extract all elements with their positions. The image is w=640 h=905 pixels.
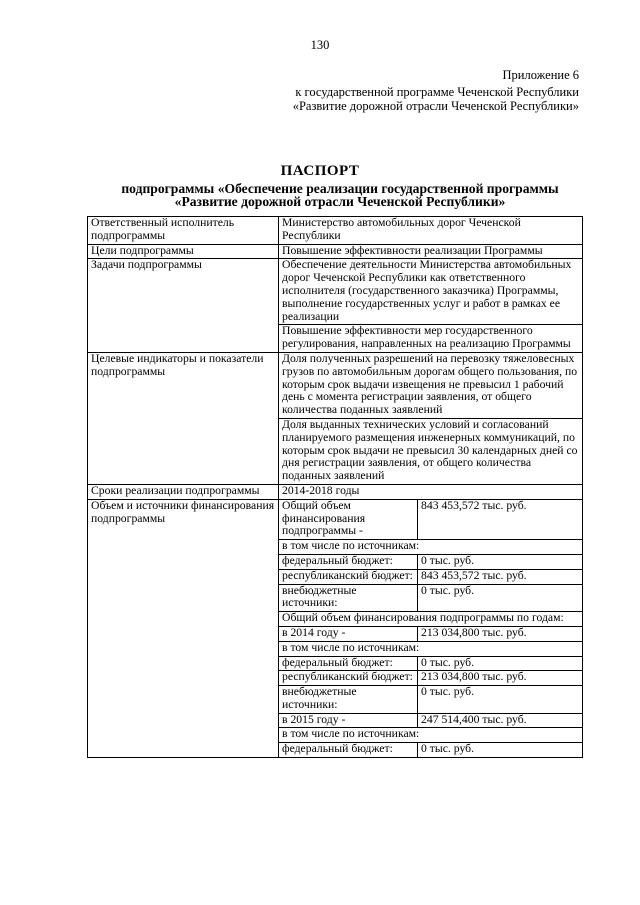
fin-federal-2-value: 0 тыс. руб.	[418, 656, 583, 671]
financing-table	[279, 500, 582, 757]
document-title: ПАСПОРТ	[280, 163, 360, 179]
fin-federal-3	[279, 743, 582, 757]
page-number: 130	[310, 38, 330, 52]
fin-sources-1-text: в том числе по источникам:	[279, 540, 582, 555]
indicator-item-2: Доля выданных технических условий и согласований планируемого размещения инженерных коммуникаций, по которым срок выдачи не превысил 30 календарных дней со дня регистрации заявления, от общего количества поданных заявлений	[279, 418, 583, 484]
fin-republic-1-label: республиканский бюджет:	[279, 569, 418, 584]
fin-federal-2	[279, 656, 582, 671]
appendix-line-2: к государственной программе Чеченской Республики	[295, 85, 579, 99]
row-terms	[88, 484, 583, 499]
fin-federal-3-value: 0 тыс. руб.	[418, 743, 583, 757]
document-subtitle	[80, 182, 600, 208]
terms-label: Сроки реализации подпрограммы	[88, 484, 279, 499]
row-indicators-1	[88, 352, 583, 418]
fin-sources-3	[279, 728, 582, 743]
fin-total-value: 843 453,572 тыс. руб.	[418, 500, 583, 540]
subtitle-line-1: подпрограммы «Обеспечение реализации государственной программы	[121, 181, 559, 196]
indicators-label: Целевые индикаторы и показатели подпрограммы	[88, 352, 279, 484]
terms-value: 2014-2018 годы	[279, 484, 583, 499]
fin-extra-2-value: 0 тыс. руб.	[418, 686, 583, 714]
appendix-line-3: «Развитие дорожной отрасли Чеченской Республики»	[292, 99, 579, 113]
fin-total-label: Общий объем финансирования подпрограммы -	[279, 500, 418, 540]
fin-extra-1-label: внебюджетные источники:	[279, 584, 418, 612]
fin-sources-2-text: в том числе по источникам:	[279, 641, 582, 656]
fin-federal-1	[279, 554, 582, 569]
financing-details	[279, 499, 583, 757]
fin-2015-label: в 2015 году -	[279, 713, 418, 728]
appendix-line-1: Приложение 6	[502, 68, 579, 82]
appendix-header	[293, 68, 579, 113]
fin-republic-1-value: 843 453,572 тыс. руб.	[418, 569, 583, 584]
fin-sources-1	[279, 540, 582, 555]
fin-2014-value: 213 034,800 тыс. руб.	[418, 626, 583, 641]
fin-republic-2-value: 213 034,800 тыс. руб.	[418, 671, 583, 686]
goals-value: Повышение эффективности реализации Программы	[279, 244, 583, 259]
fin-extra-2	[279, 686, 582, 714]
fin-sources-3-text: в том числе по источникам:	[279, 728, 582, 743]
row-goals	[88, 244, 583, 259]
row-responsible	[88, 217, 583, 245]
responsible-label: Ответственный исполнитель подпрограммы	[88, 217, 279, 245]
indicator-item-1: Доля полученных разрешений на перевозку тяжеловесных грузов по автомобильным дорогам общего пользования, по которым срок выдачи извещения не превысил 1 рабочий день с момента регистрации заявления, от общего количества поданных заявлений	[279, 352, 583, 418]
row-financing	[88, 499, 583, 757]
fin-republic-2	[279, 671, 582, 686]
fin-2015-value: 247 514,400 тыс. руб.	[418, 713, 583, 728]
passport-table	[87, 216, 583, 758]
fin-by-years-text: Общий объем финансирования подпрограммы по годам:	[279, 612, 582, 627]
task-item-2: Повышение эффективности мер государственного регулирования, направленных на реализацию Программы	[279, 325, 583, 353]
fin-republic-1	[279, 569, 582, 584]
fin-sources-2	[279, 641, 582, 656]
fin-extra-2-label: внебюджетные источники:	[279, 686, 418, 714]
fin-2014-label: в 2014 году -	[279, 626, 418, 641]
fin-extra-1-value: 0 тыс. руб.	[418, 584, 583, 612]
fin-by-years	[279, 612, 582, 627]
financing-label: Объем и источники финансирования подпрограммы	[88, 499, 279, 757]
fin-2015	[279, 713, 582, 728]
fin-federal-3-label: федеральный бюджет:	[279, 743, 418, 757]
responsible-value: Министерство автомобильных дорог Чеченской Республики	[279, 217, 583, 245]
fin-federal-1-label: федеральный бюджет:	[279, 554, 418, 569]
fin-2014	[279, 626, 582, 641]
row-tasks-1	[88, 259, 583, 325]
fin-total	[279, 500, 582, 540]
tasks-label: Задачи подпрограммы	[88, 259, 279, 353]
fin-federal-2-label: федеральный бюджет:	[279, 656, 418, 671]
subtitle-line-2: «Развитие дорожной отрасли Чеченской Республики»	[174, 194, 506, 209]
fin-extra-1	[279, 584, 582, 612]
task-item-1: Обеспечение деятельности Министерства автомобильных дорог Чеченской Республики как ответственного исполнителя (государственного заказчика) Программы, выполнение государственных услуг и работ в рамках ее реализации	[279, 259, 583, 325]
goals-label: Цели подпрограммы	[88, 244, 279, 259]
fin-federal-1-value: 0 тыс. руб.	[418, 554, 583, 569]
fin-republic-2-label: республиканский бюджет:	[279, 671, 418, 686]
